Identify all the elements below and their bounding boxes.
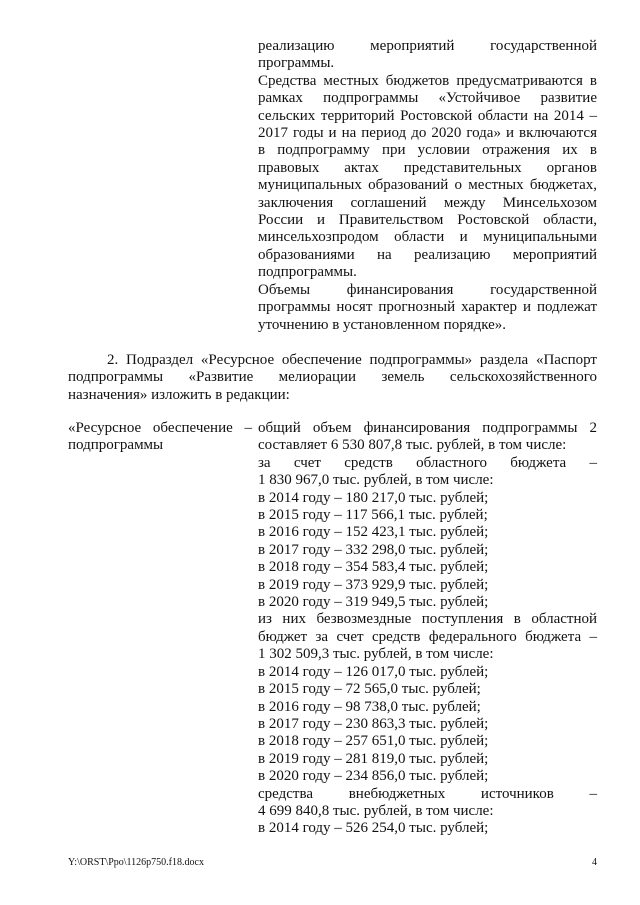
text-line: общий объем финансирования подпрограммы 2 [258, 420, 597, 436]
text-line: реализацию мероприятий государственной [258, 38, 597, 54]
text-line: в 2014 году – 180 217,0 тыс. рублей; [258, 489, 489, 506]
page-number: 4 [592, 857, 597, 868]
text-line: из них безвозмездные поступления в областной [258, 611, 597, 628]
text-line: в 2018 году – 257 651,0 тыс. рублей; [258, 733, 489, 750]
text-line: в 2019 году – 373 929,9 тыс. рублей; [258, 576, 489, 593]
text-line: 1 830 967,0 тыс. рублей, в том числе: [258, 472, 494, 489]
text-line: Объемы финансирования государственной [258, 281, 597, 298]
text-line: в 2020 году – 319 949,5 тыс. рублей; [258, 594, 489, 611]
text-line: рамках подпрограммы «Устойчивое развитие [258, 90, 597, 107]
text-line: программы. [258, 55, 335, 72]
text-line: в 2019 году – 281 819,0 тыс. рублей; [258, 750, 489, 767]
text-line: назначения» изложить в редакции: [68, 386, 290, 403]
passport-value-column [258, 420, 597, 838]
text-line: в 2017 году – 332 298,0 тыс. рублей; [258, 541, 489, 558]
text-line: за счет средств областного бюджета – [258, 454, 597, 471]
continued-text-block [258, 38, 597, 334]
text-line: в 2015 году – 117 566,1 тыс. рублей; [258, 507, 488, 524]
text-line: в 2014 году – 526 254,0 тыс. рублей; [258, 820, 489, 837]
text-line: «Ресурсное обеспечение – [68, 420, 252, 436]
text-line: в 2016 году – 152 423,1 тыс. рублей; [258, 524, 489, 541]
text-line: в 2017 году – 230 863,3 тыс. рублей; [258, 715, 489, 732]
footer-file-path: Y:\ORST\Ppo\1126p750.f18.docx [68, 857, 204, 868]
text-line: 4 699 840,8 тыс. рублей, в том числе: [258, 802, 494, 819]
text-line: программы носят прогнозный характер и подлежат [258, 299, 597, 316]
text-line: в 2020 году – 234 856,0 тыс. рублей; [258, 768, 489, 785]
text-line: 1 302 509,3 тыс. рублей, в том числе: [258, 646, 494, 663]
text-line: заключения соглашений между Минсельхозом [258, 194, 597, 211]
text-line: в 2015 году – 72 565,0 тыс. рублей; [258, 681, 481, 698]
text-line: в 2018 году – 354 583,4 тыс. рублей; [258, 559, 489, 576]
text-line: сельских территорий Ростовской области на 2014 – [258, 107, 597, 124]
text-line: минсельхозпродом области и муниципальными [258, 229, 597, 246]
text-line: уточнению в установленном порядке». [258, 316, 507, 333]
page-footer [68, 856, 597, 870]
text-line: образованиями на реализацию мероприятий [258, 246, 597, 263]
text-line: подпрограммы «Развитие мелиорации земель сельскохозяйственного [68, 369, 597, 386]
text-line: подпрограммы [68, 437, 164, 454]
text-line: 2017 годы и на период до 2020 года» и включаются [258, 125, 597, 142]
text-line: 2. Подраздел «Ресурсное обеспечение подпрограммы» раздела «Паспорт [107, 352, 597, 368]
text-line: составляет 6 530 807,8 тыс. рублей, в том числе: [258, 437, 567, 454]
amendment-paragraph [68, 352, 597, 404]
text-line: в 2016 году – 98 738,0 тыс. рублей; [258, 698, 481, 715]
passport-label-column [68, 420, 252, 455]
text-line: России и Правительством Ростовской области, [258, 212, 597, 229]
text-line: средства внебюджетных источников – [258, 785, 597, 802]
text-line: в 2014 году – 126 017,0 тыс. рублей; [258, 663, 489, 680]
text-line: правовых актах представительных органов [258, 159, 597, 176]
text-line: в подпрограмму при условии отражения их в [258, 142, 597, 159]
text-line: муниципальных образований о местных бюджетах, [258, 177, 597, 194]
text-line: бюджет за счет средств федерального бюджета – [258, 628, 597, 645]
text-line: подпрограммы. [258, 264, 357, 281]
text-line: Средства местных бюджетов предусматриваются в [258, 72, 597, 89]
